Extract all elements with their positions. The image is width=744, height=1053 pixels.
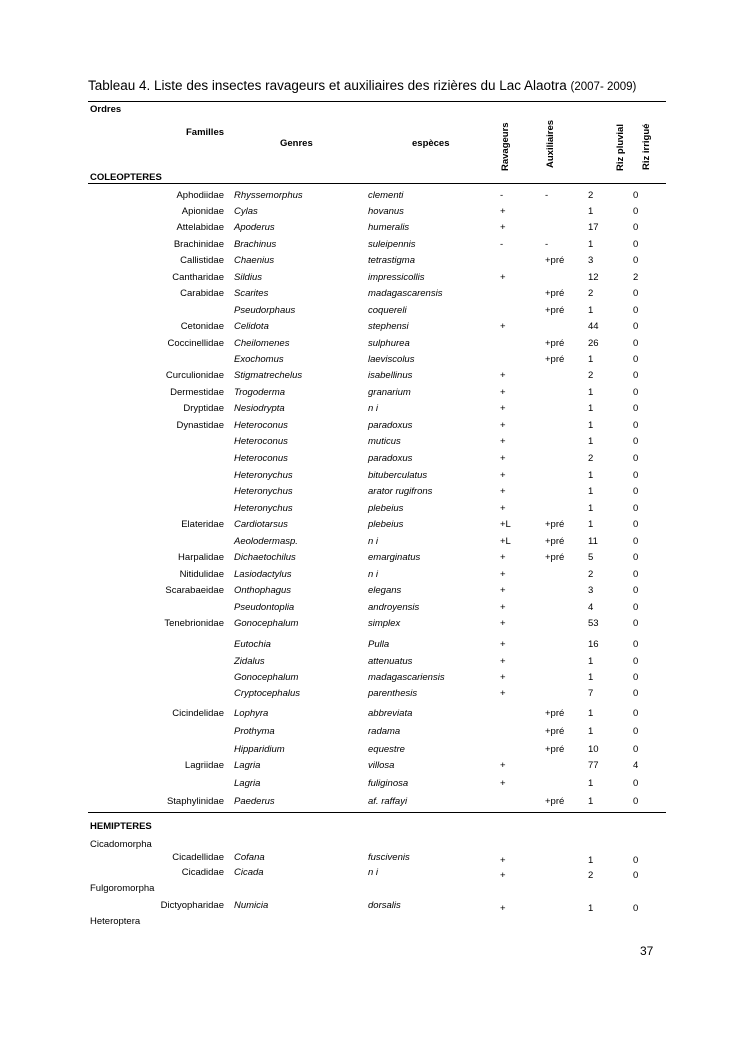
cell-espece: fuscivenis	[368, 852, 410, 863]
cell-riz-pluvial: 1	[588, 470, 594, 481]
cell-riz-pluvial: 3	[588, 255, 594, 266]
header-ordres: Ordres	[90, 104, 122, 115]
cell-genre: Eutochia	[234, 639, 271, 650]
cell-riz-irrigue: 0	[633, 420, 639, 431]
cell-genre: Nesiodrypta	[234, 403, 285, 414]
cell-riz-pluvial: 16	[588, 639, 599, 650]
header-familles: Familles	[186, 127, 225, 138]
cell-ravageur: +	[500, 370, 506, 381]
cell-genre: Trogoderma	[234, 387, 286, 398]
cell-espece: fuliginosa	[368, 778, 409, 789]
cell-auxiliaire: +pré	[545, 354, 565, 365]
table-title-main: Tableau 4. Liste des insectes ravageurs et auxiliaires des rizières du Lac Alaotra	[88, 78, 567, 93]
cell-riz-pluvial: 1	[588, 206, 594, 217]
cell-riz-irrigue: 0	[633, 602, 639, 613]
cell-riz-pluvial: 1	[588, 387, 594, 398]
cell-ravageur: +	[500, 639, 506, 650]
cell-espece: paradoxus	[368, 420, 413, 431]
cell-espece: abbreviata	[368, 708, 413, 719]
header-genres: Genres	[280, 138, 313, 149]
cell-famille: Cicadellidae	[172, 852, 224, 863]
cell-riz-irrigue: 0	[633, 503, 639, 514]
header-rule	[88, 183, 666, 184]
cell-espece: madagascariensis	[368, 672, 445, 683]
cell-riz-irrigue: 0	[633, 688, 639, 699]
cell-espece: dorsalis	[368, 900, 401, 911]
cell-famille: Apionidae	[181, 206, 224, 217]
cell-genre: Hipparidium	[234, 744, 285, 755]
cell-genre: Cylas	[234, 206, 258, 217]
cell-riz-irrigue: 0	[633, 338, 639, 349]
cell-riz-irrigue: 0	[633, 672, 639, 683]
cell-ravageur: +	[500, 602, 506, 613]
cell-ravageur: +	[500, 387, 506, 398]
cell-espece: paradoxus	[368, 453, 413, 464]
cell-genre: Celidota	[234, 321, 269, 332]
cell-riz-irrigue: 0	[633, 486, 639, 497]
cell-riz-pluvial: 1	[588, 903, 594, 914]
cell-riz-irrigue: 0	[633, 855, 639, 866]
cell-riz-pluvial: 2	[588, 569, 594, 580]
cell-genre: Scarites	[234, 288, 269, 299]
cell-genre: Rhyssemorphus	[234, 190, 303, 201]
cell-espece: plebeius	[368, 503, 404, 514]
cell-riz-pluvial: 4	[588, 602, 594, 613]
cell-ravageur: +	[500, 403, 506, 414]
cell-genre: Heteronychus	[234, 470, 293, 481]
cell-ravageur: -	[500, 239, 504, 250]
cell-riz-irrigue: 0	[633, 536, 639, 547]
cell-riz-irrigue: 0	[633, 222, 639, 233]
cell-riz-pluvial: 2	[588, 288, 594, 299]
cell-genre: Chaenius	[234, 255, 275, 266]
cell-riz-irrigue: 0	[633, 870, 639, 881]
cell-famille: Elateridae	[181, 519, 224, 530]
cell-espece: coquereli	[368, 305, 407, 316]
cell-genre: Cryptocephalus	[234, 688, 301, 699]
cell-genre: Gonocephalum	[234, 618, 299, 629]
cell-espece: n i	[368, 536, 379, 547]
cell-ravageur: +	[500, 222, 506, 233]
cell-riz-pluvial: 10	[588, 744, 599, 755]
cell-genre: Heteroconus	[234, 453, 288, 464]
cell-genre: Heteronychus	[234, 486, 293, 497]
group-fulgoromorpha: Fulgoromorpha	[90, 883, 155, 894]
cell-ravageur: -	[500, 190, 504, 201]
cell-genre: Stigmatrechelus	[234, 370, 303, 381]
cell-espece: parenthesis	[368, 688, 418, 699]
cell-espece: equestre	[368, 744, 405, 755]
cell-riz-pluvial: 1	[588, 239, 594, 250]
cell-espece: plebeius	[368, 519, 404, 530]
cell-riz-irrigue: 0	[633, 708, 639, 719]
cell-ravageur: +	[500, 206, 506, 217]
cell-ravageur: +	[500, 503, 506, 514]
cell-genre: Sildius	[234, 272, 262, 283]
cell-riz-pluvial: 1	[588, 708, 594, 719]
cell-famille: Dynastidae	[176, 420, 224, 431]
cell-riz-irrigue: 0	[633, 519, 639, 530]
cell-riz-pluvial: 44	[588, 321, 599, 332]
cell-ravageur: +L	[500, 519, 511, 530]
cell-genre: Cardiotarsus	[234, 519, 288, 530]
cell-riz-pluvial: 12	[588, 272, 599, 283]
cell-genre: Lagria	[234, 760, 261, 771]
section-coleopteres: COLEOPTERES	[90, 172, 162, 183]
cell-espece: villosa	[368, 760, 395, 771]
cell-espece: sulphurea	[368, 338, 410, 349]
cell-famille: Brachinidae	[173, 239, 224, 250]
cell-ravageur: +L	[500, 536, 511, 547]
cell-famille: Tenebrionidae	[164, 618, 224, 629]
cell-riz-irrigue: 0	[633, 618, 639, 629]
cell-riz-irrigue: 0	[633, 726, 639, 737]
cell-espece: Pulla	[368, 639, 390, 650]
cell-riz-irrigue: 0	[633, 206, 639, 217]
cell-auxiliaire: +pré	[545, 305, 565, 316]
table-title	[88, 78, 636, 93]
cell-riz-pluvial: 1	[588, 726, 594, 737]
cell-riz-pluvial: 1	[588, 305, 594, 316]
cell-ravageur: +	[500, 321, 506, 332]
cell-riz-irrigue: 0	[633, 744, 639, 755]
cell-famille: Cicindelidae	[172, 708, 224, 719]
cell-ravageur: +	[500, 903, 506, 914]
cell-genre: Pseudontoplia	[234, 602, 295, 613]
cell-riz-pluvial: 2	[588, 870, 594, 881]
cell-espece: androyensis	[368, 602, 420, 613]
cell-ravageur: +	[500, 672, 506, 683]
cell-riz-irrigue: 0	[633, 403, 639, 414]
top-rule	[88, 101, 666, 102]
cell-ravageur: +	[500, 870, 506, 881]
section-rule	[88, 812, 666, 813]
cell-riz-irrigue: 0	[633, 354, 639, 365]
cell-riz-irrigue: 0	[633, 321, 639, 332]
page-number: 37	[640, 944, 654, 958]
cell-genre: Gonocephalum	[234, 672, 299, 683]
cell-riz-pluvial: 1	[588, 855, 594, 866]
cell-espece: suleipennis	[368, 239, 416, 250]
cell-auxiliaire: +pré	[545, 744, 565, 755]
cell-famille: Nitidulidae	[179, 569, 224, 580]
cell-riz-irrigue: 0	[633, 903, 639, 914]
header-riz-pluvial: Riz pluvial	[615, 124, 626, 171]
cell-auxiliaire: +pré	[545, 519, 565, 530]
cell-auxiliaire: +pré	[545, 338, 565, 349]
cell-genre: Heteroconus	[234, 436, 288, 447]
cell-riz-pluvial: 1	[588, 503, 594, 514]
cell-genre: Dichaetochilus	[234, 552, 296, 563]
cell-auxiliaire: +pré	[545, 708, 565, 719]
cell-riz-pluvial: 1	[588, 519, 594, 530]
cell-espece: laeviscolus	[368, 354, 415, 365]
cell-riz-pluvial: 7	[588, 688, 594, 699]
cell-famille: Dictyopharidae	[160, 900, 224, 911]
cell-famille: Scarabaeidae	[165, 585, 224, 596]
cell-riz-pluvial: 1	[588, 486, 594, 497]
cell-famille: Callistidae	[180, 255, 224, 266]
cell-auxiliaire: +pré	[545, 552, 565, 563]
cell-ravageur: +	[500, 486, 506, 497]
cell-genre: Brachinus	[234, 239, 277, 250]
cell-genre: Zidalus	[234, 656, 265, 667]
cell-riz-pluvial: 3	[588, 585, 594, 596]
cell-ravageur: +	[500, 552, 506, 563]
cell-auxiliaire: -	[545, 190, 549, 201]
cell-genre: Onthophagus	[234, 585, 292, 596]
cell-espece: emarginatus	[368, 552, 421, 563]
cell-espece: bituberculatus	[368, 470, 428, 481]
cell-riz-irrigue: 4	[633, 760, 639, 771]
cell-genre: Cicada	[234, 867, 264, 878]
cell-riz-irrigue: 2	[633, 272, 639, 283]
header-auxiliaires: Auxiliaires	[545, 119, 556, 168]
cell-riz-pluvial: 2	[588, 370, 594, 381]
cell-genre: Prothyma	[234, 726, 275, 737]
cell-espece: clementi	[368, 190, 404, 201]
cell-espece: attenuatus	[368, 656, 413, 667]
cell-famille: Dryptidae	[183, 403, 224, 414]
cell-espece: elegans	[368, 585, 402, 596]
section-hemipteres: HEMIPTERES	[90, 821, 152, 832]
cell-espece: simplex	[368, 618, 401, 629]
cell-espece: muticus	[368, 436, 401, 447]
cell-ravageur: +	[500, 618, 506, 629]
cell-ravageur: +	[500, 272, 506, 283]
cell-riz-pluvial: 5	[588, 552, 594, 563]
cell-famille: Curculionidae	[165, 370, 224, 381]
cell-riz-irrigue: 0	[633, 552, 639, 563]
cell-auxiliaire: +pré	[545, 726, 565, 737]
header-ravageurs: Ravageurs	[500, 122, 511, 171]
table-title-years: (2007- 2009)	[570, 81, 637, 93]
cell-famille: Cetonidae	[180, 321, 224, 332]
cell-espece: n i	[368, 569, 379, 580]
cell-famille: Aphodiidae	[176, 190, 224, 201]
cell-auxiliaire: +pré	[545, 796, 565, 807]
cell-riz-pluvial: 26	[588, 338, 599, 349]
cell-riz-pluvial: 1	[588, 420, 594, 431]
cell-riz-irrigue: 0	[633, 453, 639, 464]
cell-genre: Aeolodermasp.	[234, 536, 298, 547]
cell-auxiliaire: +pré	[545, 255, 565, 266]
cell-riz-pluvial: 1	[588, 656, 594, 667]
cell-riz-pluvial: 1	[588, 778, 594, 789]
cell-auxiliaire: -	[545, 239, 549, 250]
cell-ravageur: +	[500, 688, 506, 699]
cell-ravageur: +	[500, 855, 506, 866]
cell-famille: Cantharidae	[172, 272, 224, 283]
cell-ravageur: +	[500, 569, 506, 580]
cell-genre: Numicia	[234, 900, 269, 911]
cell-riz-pluvial: 17	[588, 222, 599, 233]
cell-famille: Carabidae	[180, 288, 224, 299]
cell-riz-pluvial: 1	[588, 354, 594, 365]
cell-famille: Attelabidae	[176, 222, 224, 233]
cell-genre: Cheilomenes	[234, 338, 290, 349]
cell-espece: af. raffayi	[368, 796, 408, 807]
cell-riz-irrigue: 0	[633, 305, 639, 316]
cell-ravageur: +	[500, 585, 506, 596]
cell-ravageur: +	[500, 656, 506, 667]
cell-espece: arator rugifrons	[368, 486, 433, 497]
cell-riz-irrigue: 0	[633, 656, 639, 667]
header-especes: espèces	[412, 138, 450, 149]
cell-espece: n i	[368, 867, 379, 878]
cell-genre: Exochomus	[234, 354, 284, 365]
cell-espece: radama	[368, 726, 401, 737]
cell-famille: Coccinellidae	[167, 338, 224, 349]
cell-riz-irrigue: 0	[633, 436, 639, 447]
cell-riz-irrigue: 0	[633, 639, 639, 650]
cell-riz-irrigue: 0	[633, 255, 639, 266]
cell-espece: stephensi	[368, 321, 409, 332]
cell-ravageur: +	[500, 760, 506, 771]
cell-riz-irrigue: 0	[633, 569, 639, 580]
cell-genre: Paederus	[234, 796, 275, 807]
cell-ravageur: +	[500, 453, 506, 464]
header-riz-irrigue: Riz irrigué	[641, 123, 652, 170]
group-cicadomorpha: Cicadomorpha	[90, 839, 152, 850]
cell-genre: Heteroconus	[234, 420, 288, 431]
cell-auxiliaire: +pré	[545, 288, 565, 299]
cell-genre: Apoderus	[234, 222, 275, 233]
cell-famille: Dermestidae	[170, 387, 224, 398]
cell-espece: madagascarensis	[368, 288, 443, 299]
cell-genre: Lagria	[234, 778, 261, 789]
cell-riz-pluvial: 1	[588, 796, 594, 807]
cell-riz-irrigue: 0	[633, 190, 639, 201]
cell-espece: granarium	[368, 387, 411, 398]
cell-famille: Staphylinidae	[166, 796, 224, 807]
group-heteroptera: Heteroptera	[90, 916, 141, 927]
cell-riz-pluvial: 1	[588, 672, 594, 683]
cell-riz-pluvial: 2	[588, 190, 594, 201]
cell-riz-pluvial: 77	[588, 760, 599, 771]
cell-genre: Heteronychus	[234, 503, 293, 514]
cell-espece: isabellinus	[368, 370, 413, 381]
cell-riz-irrigue: 0	[633, 796, 639, 807]
cell-genre: Lophyra	[234, 708, 269, 719]
cell-espece: n i	[368, 403, 379, 414]
cell-riz-irrigue: 0	[633, 585, 639, 596]
cell-riz-irrigue: 0	[633, 387, 639, 398]
cell-famille: Lagriidae	[184, 760, 224, 771]
cell-riz-pluvial: 1	[588, 403, 594, 414]
cell-riz-pluvial: 11	[588, 536, 598, 547]
cell-genre: Cofana	[234, 852, 265, 863]
cell-riz-irrigue: 0	[633, 239, 639, 250]
cell-riz-irrigue: 0	[633, 778, 639, 789]
cell-genre: Lasiodactylus	[234, 569, 292, 580]
cell-riz-pluvial: 1	[588, 436, 594, 447]
cell-genre: Pseudorphaus	[234, 305, 296, 316]
cell-ravageur: +	[500, 420, 506, 431]
cell-espece: humeralis	[368, 222, 410, 233]
cell-ravageur: +	[500, 436, 506, 447]
cell-riz-pluvial: 53	[588, 618, 599, 629]
cell-riz-irrigue: 0	[633, 370, 639, 381]
cell-ravageur: +	[500, 470, 506, 481]
cell-espece: tetrastigma	[368, 255, 415, 266]
cell-espece: hovanus	[368, 206, 404, 217]
cell-espece: impressicollis	[368, 272, 425, 283]
cell-riz-pluvial: 2	[588, 453, 594, 464]
cell-riz-irrigue: 0	[633, 288, 639, 299]
cell-auxiliaire: +pré	[545, 536, 565, 547]
cell-famille: Harpalidae	[178, 552, 224, 563]
cell-riz-irrigue: 0	[633, 470, 639, 481]
cell-ravageur: +	[500, 778, 506, 789]
cell-famille: Cicadidae	[181, 867, 224, 878]
